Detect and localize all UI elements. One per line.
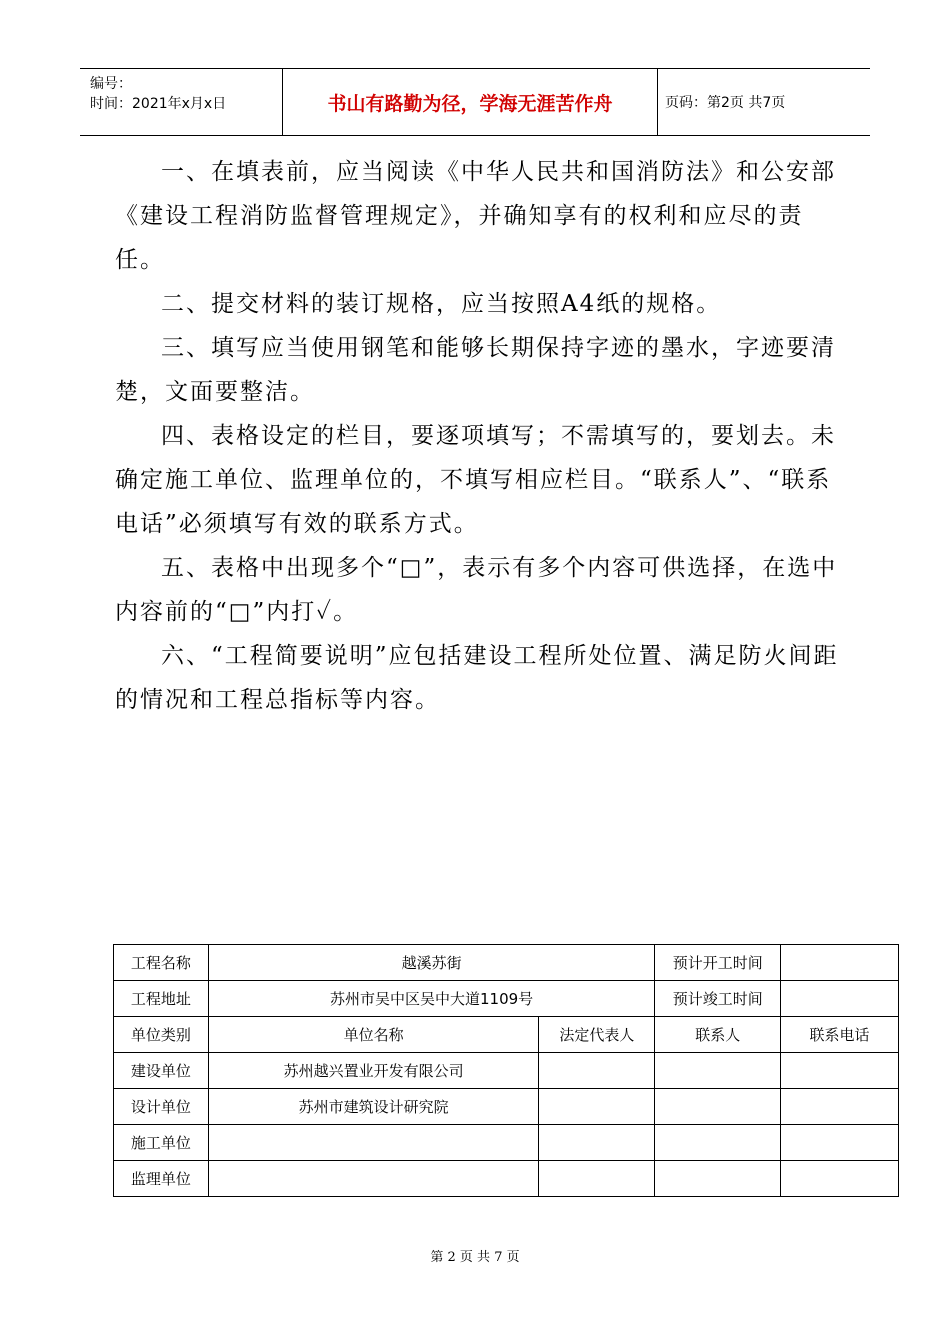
legal-rep-cell [539,1053,655,1089]
unit-category-cell: 设计单位 [114,1089,209,1125]
document-number-label: 编号： [90,76,132,92]
table-row [114,945,899,981]
start-time-value [781,945,899,981]
contact-cell [655,1161,781,1197]
unit-name-cell [208,1125,539,1161]
project-address-value: 苏州市吴中区吴中大道1109号 [208,981,654,1017]
completion-time-value [781,981,899,1017]
instruction-paragraph: 三、填写应当使用钢笔和能够长期保持字迹的墨水，字迹要清楚，文面要整洁。 [115,335,836,405]
completion-time-label: 预计竣工时间 [655,981,781,1017]
table-header-row [114,1017,899,1053]
page-footer: 第 2 页 共 7 页 [430,1250,520,1265]
instruction-paragraph: 二、提交材料的装订规格，应当按照A4纸的规格。 [161,291,722,317]
table-row [114,1053,899,1089]
unit-name-cell [208,1161,539,1197]
table-row [114,1125,899,1161]
column-header: 单位名称 [208,1017,539,1053]
legal-rep-cell [539,1089,655,1125]
phone-cell [781,1125,899,1161]
instruction-paragraph: 四、表格设定的栏目，要逐项填写；不需填写的，要划去。未确定施工单位、监理单位的，不填写相应栏目。“联系人”、“联系电话”必须填写有效的联系方式。 [115,423,836,537]
start-time-label: 预计开工时间 [655,945,781,981]
instruction-paragraph: 六、“工程简要说明”应包括建设工程所处位置、满足防火间距的情况和工程总指标等内容。 [115,643,839,713]
project-info-table [113,944,899,1197]
unit-name-cell: 苏州市建筑设计研究院 [208,1089,539,1125]
header-meta [80,69,283,135]
project-name-label: 工程名称 [114,945,209,981]
contact-cell [655,1089,781,1125]
instruction-paragraph: 五、表格中出现多个“□”，表示有多个内容可供选择，在选中内容前的“□”内打✓。 [115,555,838,625]
page-header [80,68,870,136]
phone-cell [781,1089,899,1125]
instructions-section [115,150,840,722]
column-header: 联系人 [655,1017,781,1053]
table-row [114,981,899,1017]
table-row [114,1161,899,1197]
phone-cell [781,1053,899,1089]
column-header: 单位类别 [114,1017,209,1053]
unit-name-cell: 苏州越兴置业开发有限公司 [208,1053,539,1089]
project-name-value: 越溪苏街 [208,945,654,981]
table-row [114,1089,899,1125]
document-time: 时间：2021年x月x日 [90,96,227,112]
unit-category-cell: 施工单位 [114,1125,209,1161]
legal-rep-cell [539,1161,655,1197]
column-header: 联系电话 [781,1017,899,1053]
contact-cell [655,1125,781,1161]
contact-cell [655,1053,781,1089]
phone-cell [781,1161,899,1197]
legal-rep-cell [539,1125,655,1161]
unit-category-cell: 监理单位 [114,1161,209,1197]
instruction-paragraph: 一、在填表前，应当阅读《中华人民共和国消防法》和公安部《建设工程消防监督管理规定》，并确知享有的权利和应尽的责任。 [115,159,836,273]
header-motto: 书山有路勤为径，学海无涯苦作舟 [283,69,658,135]
header-page-info: 页码：第2页 共7页 [665,95,786,111]
unit-category-cell: 建设单位 [114,1053,209,1089]
project-address-label: 工程地址 [114,981,209,1017]
column-header: 法定代表人 [539,1017,655,1053]
